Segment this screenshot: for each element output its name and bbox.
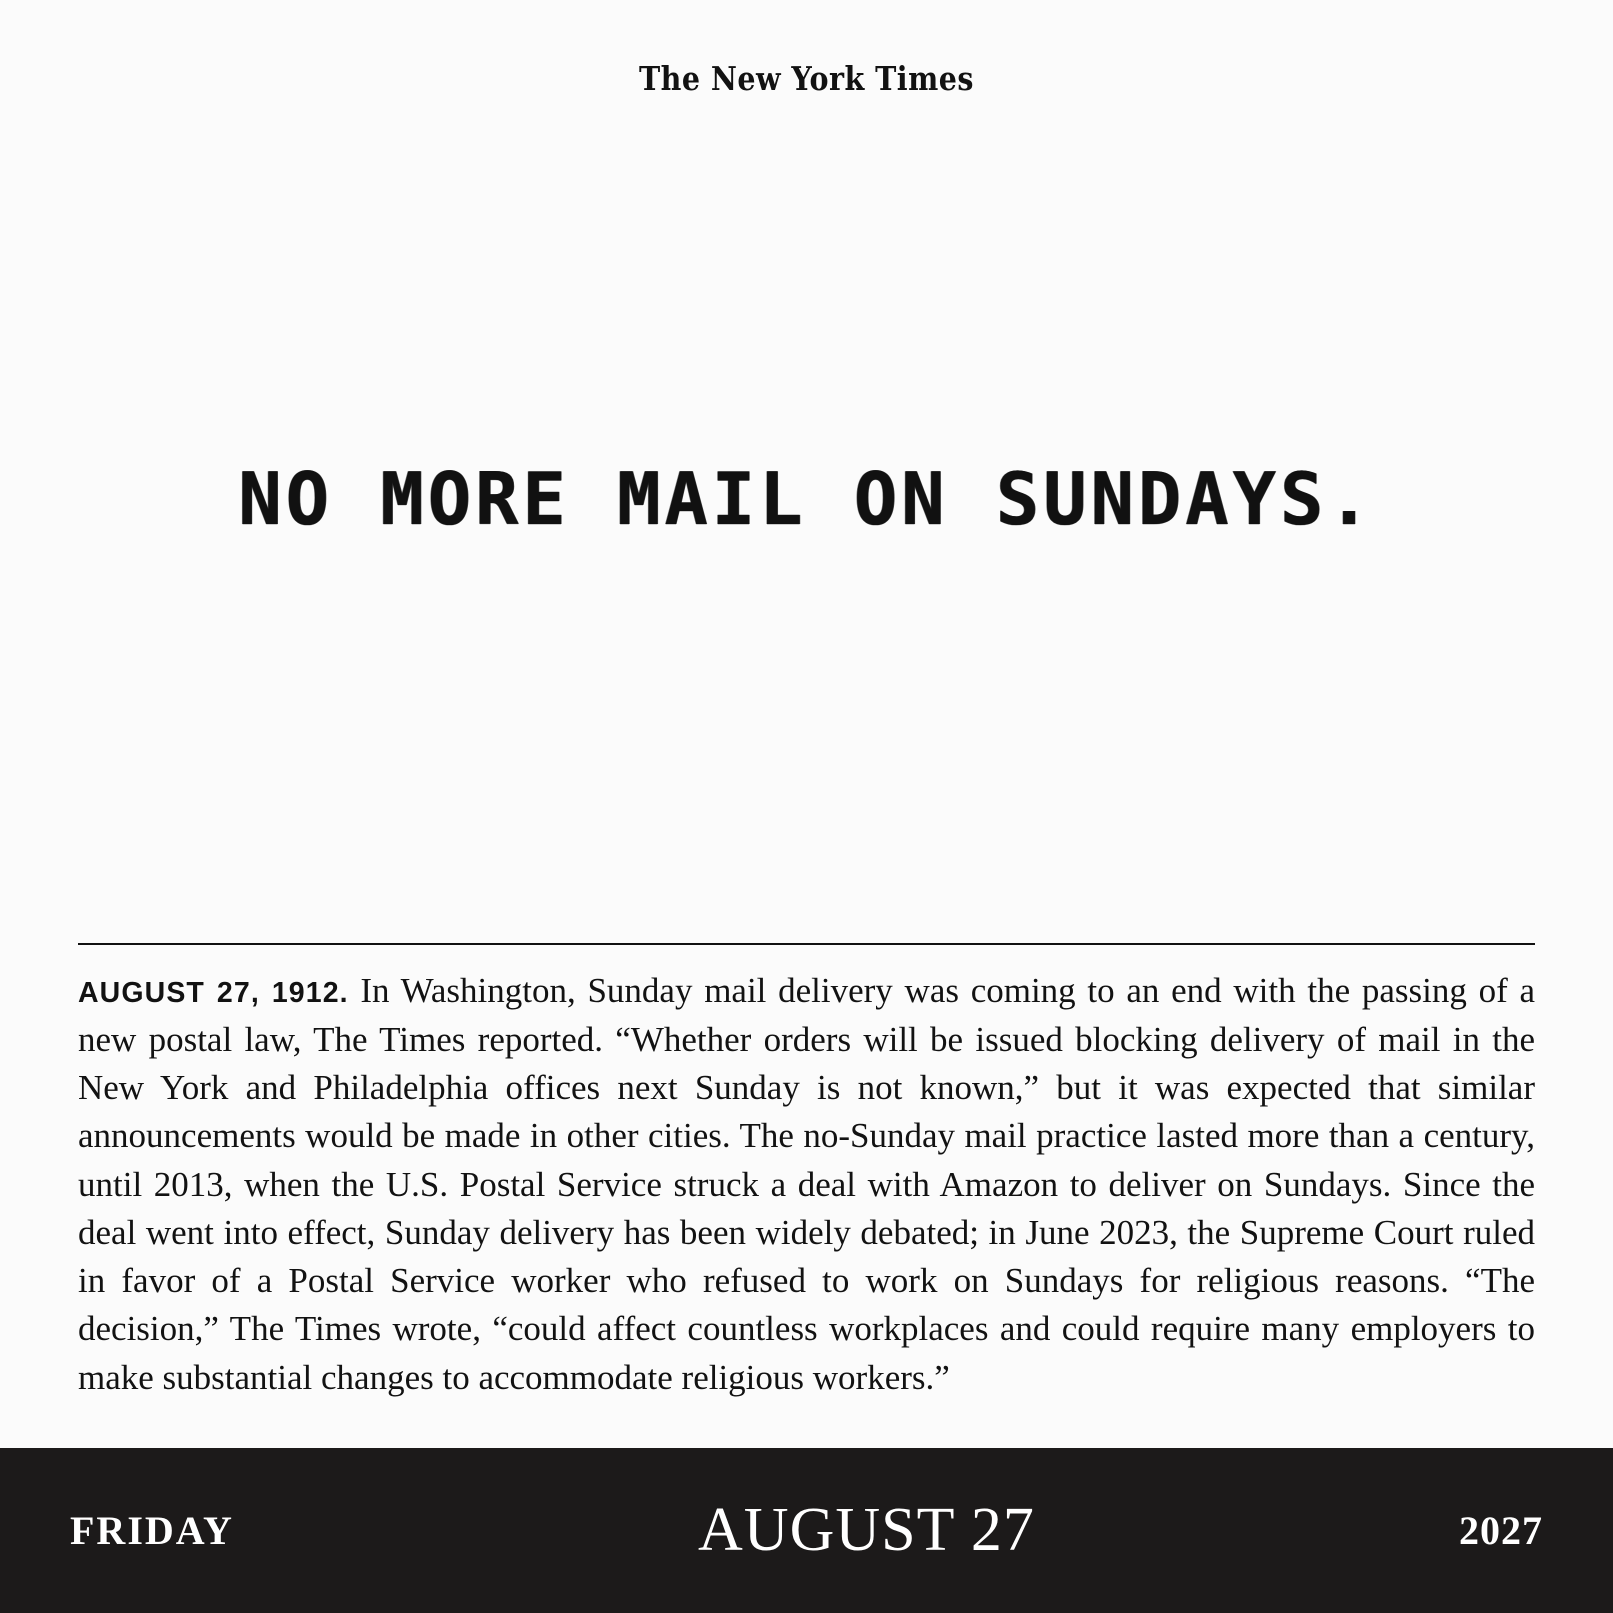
headline-container (0, 55, 1613, 943)
nyt-logo: The New York Times (639, 59, 974, 98)
headline: NO MORE MAIL ON SUNDAYS. (238, 456, 1375, 541)
footer-date: AUGUST 27 (698, 1496, 1035, 1564)
footer-weekday: FRIDAY (70, 1508, 234, 1553)
article-dateline: AUGUST 27, 1912. (78, 977, 349, 1010)
footer-bar (0, 1448, 1613, 1613)
divider (78, 943, 1535, 945)
article-section (0, 943, 1613, 1402)
article-body (78, 967, 1535, 1402)
article-text: In Washington, Sunday mail delivery was coming to an end with the passing of a new postal law, The Times reported. “Whether orders will be issued blocking delivery of mail in the New York and Philadelphia offices next Sunday is not known,” but it was expected that similar announcements would be made in other cities. The no-Sunday mail practice lasted more than a century, until 2013, when the U.S. Postal Service struck a deal with Amazon to deliver on Sundays. Since the deal went into effect, Sunday delivery has been widely debated; in June 2023, the Supreme Court ruled in favor of a Postal Service worker who refused to work on Sundays for religious reasons. “The decision,” The Times wrote, “could affect countless workplaces and could require many employers to make substantial changes to accommodate religious workers.” (78, 971, 1535, 1397)
footer-year: 2027 (1459, 1508, 1543, 1553)
